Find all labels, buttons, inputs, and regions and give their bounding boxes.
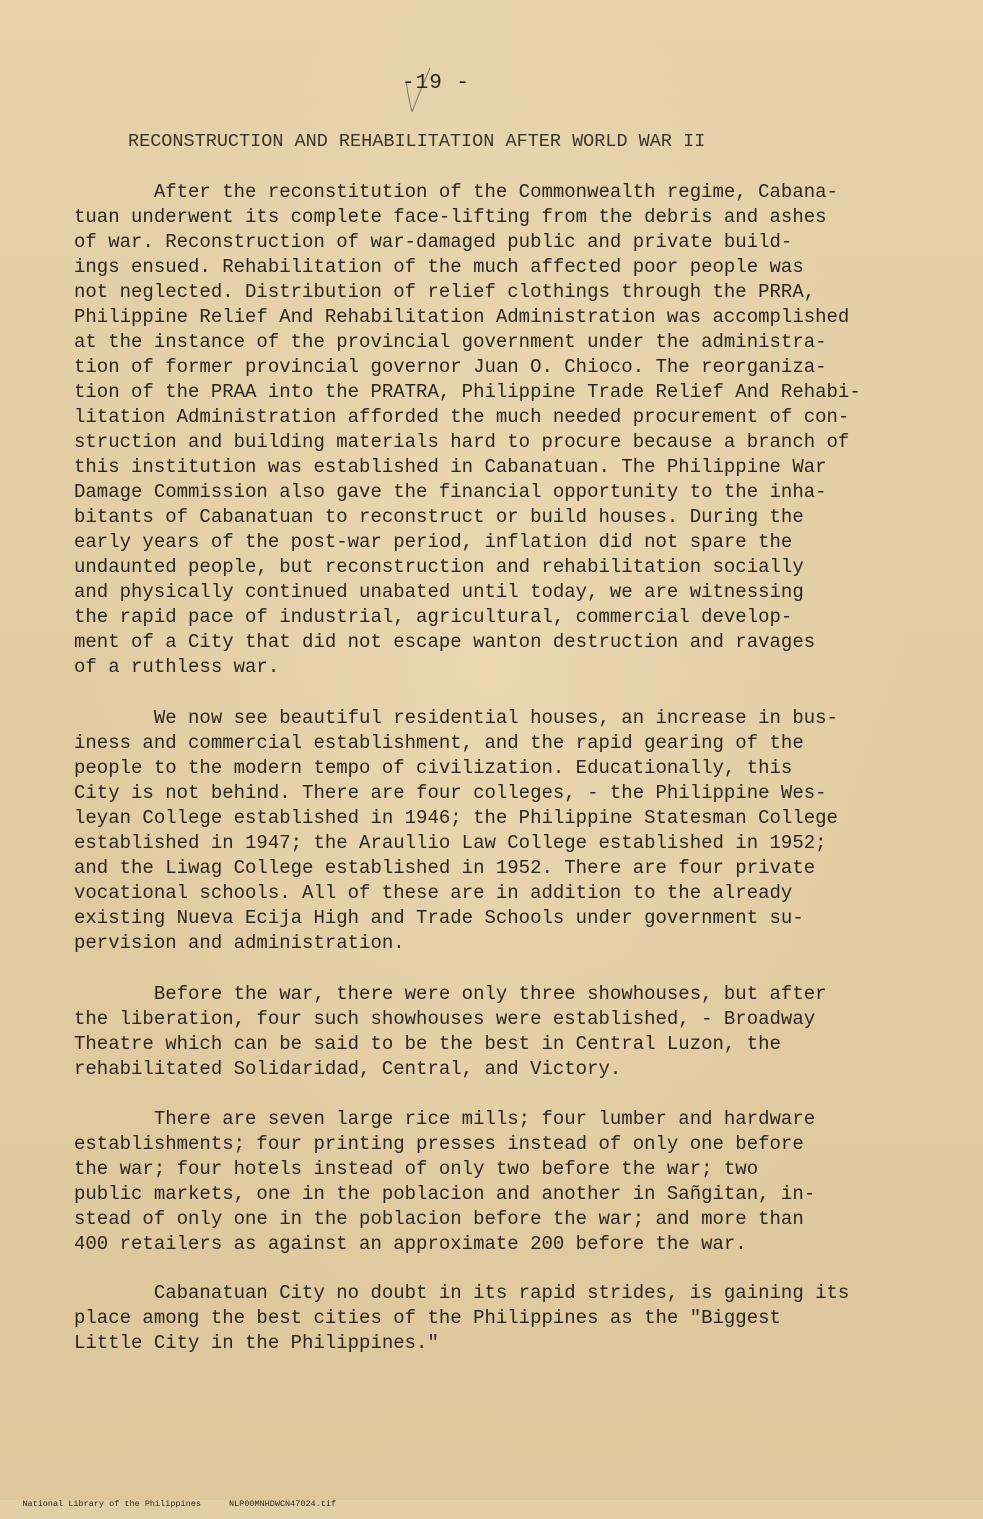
text-line: existing Nueva Ecija High and Trade Schools under government su-: [74, 907, 804, 929]
paragraph-education: [74, 706, 954, 956]
text-line: We now see beautiful residential houses, an increase in bus-: [74, 707, 838, 729]
text-line: establishments; four printing presses instead of only one before: [74, 1133, 804, 1155]
text-line: early years of the post-war period, inflation did not spare the: [74, 531, 793, 553]
text-line: undaunted people, but reconstruction and rehabilitation socially: [74, 556, 804, 578]
paragraph-establishments: [74, 1107, 954, 1257]
text-line: After the reconstitution of the Commonwealth regime, Cabana-: [74, 181, 838, 203]
text-line: of war. Reconstruction of war-damaged public and private build-: [74, 231, 793, 253]
text-line: of a ruthless war.: [74, 656, 280, 678]
text-line: people to the modern tempo of civilization. Educationally, this: [74, 757, 793, 779]
footer-filename: NLP00MNHDWCN47024.tif: [228, 1499, 337, 1509]
text-line: tion of former provincial governor Juan O. Chioco. The reorganiza-: [74, 356, 827, 378]
text-line: 400 retailers as against an approximate 200 before the war.: [74, 1233, 747, 1255]
text-line: Before the war, there were only three showhouses, but after: [74, 983, 827, 1005]
text-line: the rapid pace of industrial, agricultural, commercial develop-: [74, 606, 793, 628]
footer-library: National Library of the Philippines: [22, 1499, 201, 1509]
text-line: struction and building materials hard to procure because a branch of: [74, 431, 850, 453]
paragraph-reconstruction: [74, 180, 954, 680]
text-line: and physically continued unabated until today, we are witnessing: [74, 581, 804, 603]
text-line: Philippine Relief And Rehabilitation Administration was accomplished: [74, 306, 850, 328]
text-line: tion of the PRAA into the PRATRA, Philippine Trade Relief And Rehabi-: [74, 381, 861, 403]
paragraph-showhouses: [74, 982, 954, 1082]
page-number-text: -19 -: [402, 72, 471, 95]
text-line: at the instance of the provincial government under the administra-: [74, 331, 827, 353]
text-line: established in 1947; the Araullio Law College established in 1952;: [74, 832, 827, 854]
text-line: ment of a City that did not escape wanton destruction and ravages: [74, 631, 816, 653]
text-line: the war; four hotels instead of only two before the war; two: [74, 1158, 759, 1180]
text-line: iness and commercial establishment, and the rapid gearing of the: [74, 732, 804, 754]
text-line: and the Liwag College established in 1952. There are four private: [74, 857, 816, 879]
text-line: stead of only one in the poblacion before the war; and more than: [74, 1208, 804, 1230]
archive-footer: [2, 1489, 364, 1519]
text-line: this institution was established in Cabanatuan. The Philippine War: [74, 456, 827, 478]
page-number: [400, 64, 500, 114]
text-line: bitants of Cabanatuan to reconstruct or build houses. During the: [74, 506, 804, 528]
text-line: ings ensued. Rehabilitation of the much affected poor people was: [74, 256, 804, 278]
text-line: Damage Commission also gave the financial opportunity to the inha-: [74, 481, 827, 503]
text-line: litation Administration afforded the much needed procurement of con-: [74, 406, 850, 428]
section-heading: RECONSTRUCTION AND REHABILITATION AFTER WORLD WAR II: [128, 131, 706, 152]
text-line: vocational schools. All of these are in addition to the already: [74, 882, 793, 904]
text-line: tuan underwent its complete face-lifting from the debris and ashes: [74, 206, 827, 228]
text-line: rehabilitated Solidaridad, Central, and Victory.: [74, 1058, 622, 1080]
paragraph-conclusion: [74, 1281, 954, 1356]
text-line: Theatre which can be said to be the best in Central Luzon, the: [74, 1033, 781, 1055]
text-line: City is not behind. There are four colleges, - the Philippine Wes-: [74, 782, 827, 804]
text-line: Cabanatuan City no doubt in its rapid strides, is gaining its: [74, 1282, 850, 1304]
text-line: pervision and administration.: [74, 932, 405, 954]
text-line: public markets, one in the poblacion and another in Sañgitan, in-: [74, 1183, 816, 1205]
text-line: the liberation, four such showhouses were established, - Broadway: [74, 1008, 816, 1030]
text-line: leyan College established in 1946; the Philippine Statesman College: [74, 807, 838, 829]
text-line: Little City in the Philippines.": [74, 1332, 439, 1354]
text-line: place among the best cities of the Philippines as the "Biggest: [74, 1307, 781, 1329]
text-line: not neglected. Distribution of relief clothings through the PRRA,: [74, 281, 816, 303]
text-line: There are seven large rice mills; four lumber and hardware: [74, 1108, 816, 1130]
